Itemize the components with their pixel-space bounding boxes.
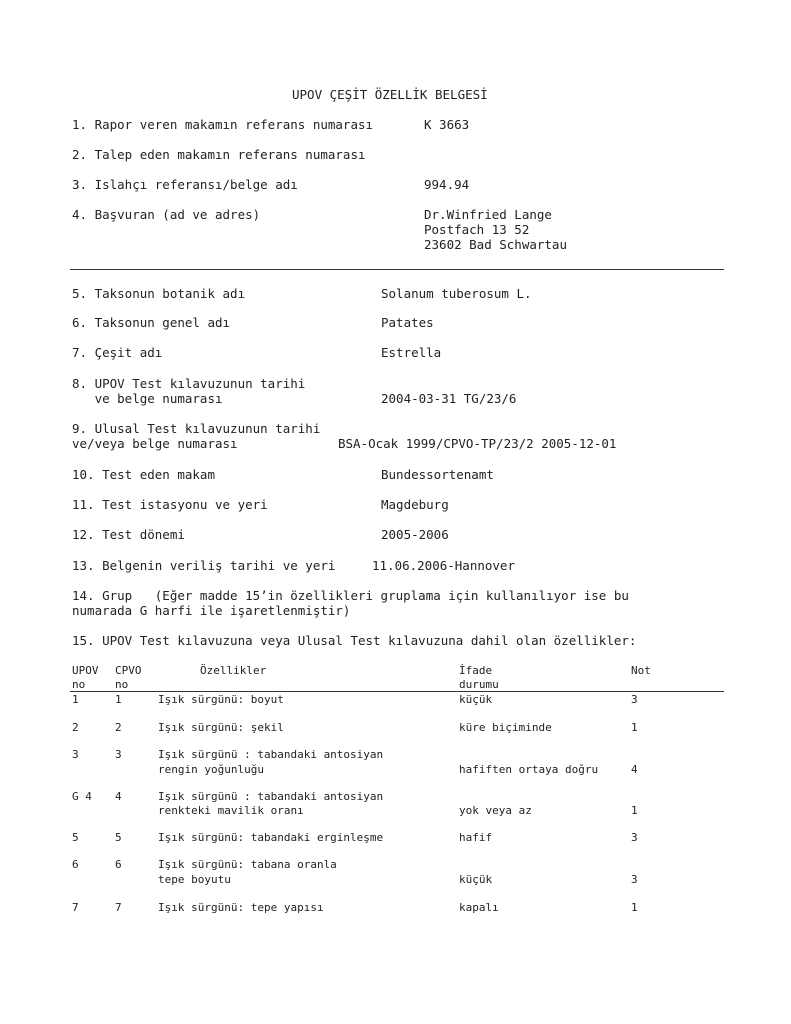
cell-feature: Işık sürgünü: tabana oranla bbox=[158, 858, 337, 871]
cell-feature: Işık sürgünü : tabandaki antosiyan bbox=[158, 748, 384, 761]
cell-feature: Işık sürgünü: tabandaki erginleşme bbox=[158, 831, 384, 844]
item-8-value: 2004-03-31 TG/23/6 bbox=[381, 391, 517, 406]
item-11-value: Magdeburg bbox=[381, 497, 449, 512]
cell-expression: küçük bbox=[459, 873, 493, 886]
item-7-label: 7. Çeşit adı bbox=[72, 345, 163, 360]
item-4-value-line3: 23602 Bad Schwartau bbox=[424, 237, 567, 252]
col-header-upov-line1: UPOV bbox=[72, 664, 99, 677]
item-7-value: Estrella bbox=[381, 345, 442, 360]
cell-cpvo-no: 1 bbox=[115, 693, 122, 706]
cell-expression: kapalı bbox=[459, 901, 499, 914]
item-12-value: 2005-2006 bbox=[381, 527, 449, 542]
item-13-value: 11.06.2006-Hannover bbox=[372, 558, 515, 573]
cell-note: 1 bbox=[631, 901, 638, 914]
cell-upov-no: G 4 bbox=[72, 790, 92, 803]
item-6-label: 6. Taksonun genel adı bbox=[72, 315, 231, 330]
cell-upov-no: 7 bbox=[72, 901, 79, 914]
item-2-label: 2. Talep eden makamın referans numarası bbox=[72, 147, 366, 162]
cell-cpvo-no: 3 bbox=[115, 748, 122, 761]
item-9-label-line1: 9. Ulusal Test kılavuzunun tarihi bbox=[72, 421, 321, 436]
cell-note: 3 bbox=[631, 873, 638, 886]
item-5-label: 5. Taksonun botanik adı bbox=[72, 286, 246, 301]
cell-expression: hafif bbox=[459, 831, 493, 844]
cell-feature: Işık sürgünü : tabandaki antosiyan bbox=[158, 790, 384, 803]
item-11-label: 11. Test istasyonu ve yeri bbox=[72, 497, 268, 512]
item-14-line1: 14. Grup (Eğer madde 15’in özellikleri gruplama için kullanılıyor ise bu bbox=[72, 588, 629, 603]
item-3-label: 3. Islahçı referansı/belge adı bbox=[72, 177, 298, 192]
cell-expression: küre biçiminde bbox=[459, 721, 552, 734]
cell-cpvo-no: 2 bbox=[115, 721, 122, 734]
cell-upov-no: 1 bbox=[72, 693, 79, 706]
item-10-value: Bundessortenamt bbox=[381, 467, 494, 482]
col-header-feature: Özellikler bbox=[200, 664, 267, 677]
item-13-label: 13. Belgenin veriliş tarihi ve yeri bbox=[72, 558, 336, 573]
item-8-label-line2: ve belge numarası bbox=[72, 391, 223, 406]
cell-feature: Işık sürgünü: boyut bbox=[158, 693, 284, 706]
item-12-label: 12. Test dönemi bbox=[72, 527, 185, 542]
item-9-label-line2: ve/veya belge numarası bbox=[72, 436, 238, 451]
cell-note: 3 bbox=[631, 693, 638, 706]
item-3-value: 994.94 bbox=[424, 177, 470, 192]
col-header-expression-line1: İfade bbox=[459, 664, 493, 677]
cell-note: 1 bbox=[631, 721, 638, 734]
cell-feature-cont: renkteki mavilik oranı bbox=[158, 804, 304, 817]
item-10-label: 10. Test eden makam bbox=[72, 467, 215, 482]
item-1-value: K 3663 bbox=[424, 117, 470, 132]
cell-note: 1 bbox=[631, 804, 638, 817]
item-1-label: 1. Rapor veren makamın referans numarası bbox=[72, 117, 374, 132]
cell-expression: yok veya az bbox=[459, 804, 532, 817]
cell-expression: hafiften ortaya doğru bbox=[459, 763, 599, 776]
item-4-value-line1: Dr.Winfried Lange bbox=[424, 207, 552, 222]
col-header-cpvo-line1: CPVO bbox=[115, 664, 142, 677]
cell-expression: küçük bbox=[459, 693, 493, 706]
item-15-label: 15. UPOV Test kılavuzuna veya Ulusal Test kılavuzuna dahil olan özellikler: bbox=[72, 633, 637, 648]
item-4-label: 4. Başvuran (ad ve adres) bbox=[72, 207, 261, 222]
item-4-value-line2: Postfach 13 52 bbox=[424, 222, 530, 237]
cell-feature-cont: tepe boyutu bbox=[158, 873, 231, 886]
cell-feature-cont: rengin yoğunluğu bbox=[158, 763, 264, 776]
cell-upov-no: 3 bbox=[72, 748, 79, 761]
cell-upov-no: 6 bbox=[72, 858, 79, 871]
col-header-note: Not bbox=[631, 664, 651, 677]
cell-cpvo-no: 5 bbox=[115, 831, 122, 844]
cell-feature: Işık sürgünü: şekil bbox=[158, 721, 284, 734]
cell-note: 4 bbox=[631, 763, 638, 776]
item-5-value: Solanum tuberosum L. bbox=[381, 286, 532, 301]
cell-upov-no: 2 bbox=[72, 721, 79, 734]
cell-feature: Işık sürgünü: tepe yapısı bbox=[158, 901, 324, 914]
col-header-expression-line2: durumu bbox=[459, 678, 499, 691]
cell-cpvo-no: 6 bbox=[115, 858, 122, 871]
cell-cpvo-no: 7 bbox=[115, 901, 122, 914]
cell-upov-no: 5 bbox=[72, 831, 79, 844]
item-9-value: BSA-Ocak 1999/CPVO-TP/23/2 2005-12-01 bbox=[338, 436, 617, 451]
col-header-upov-line2: no bbox=[72, 678, 86, 691]
col-header-cpvo-line2: no bbox=[115, 678, 129, 691]
section-divider bbox=[70, 269, 724, 270]
cell-cpvo-no: 4 bbox=[115, 790, 122, 803]
item-6-value: Patates bbox=[381, 315, 434, 330]
cell-note: 3 bbox=[631, 831, 638, 844]
item-14-line2: numarada G harfi ile işaretlenmiştir) bbox=[72, 603, 351, 618]
item-8-label-line1: 8. UPOV Test kılavuzunun tarihi bbox=[72, 376, 306, 391]
page-title: UPOV ÇEŞİT ÖZELLİK BELGESİ bbox=[292, 87, 488, 102]
